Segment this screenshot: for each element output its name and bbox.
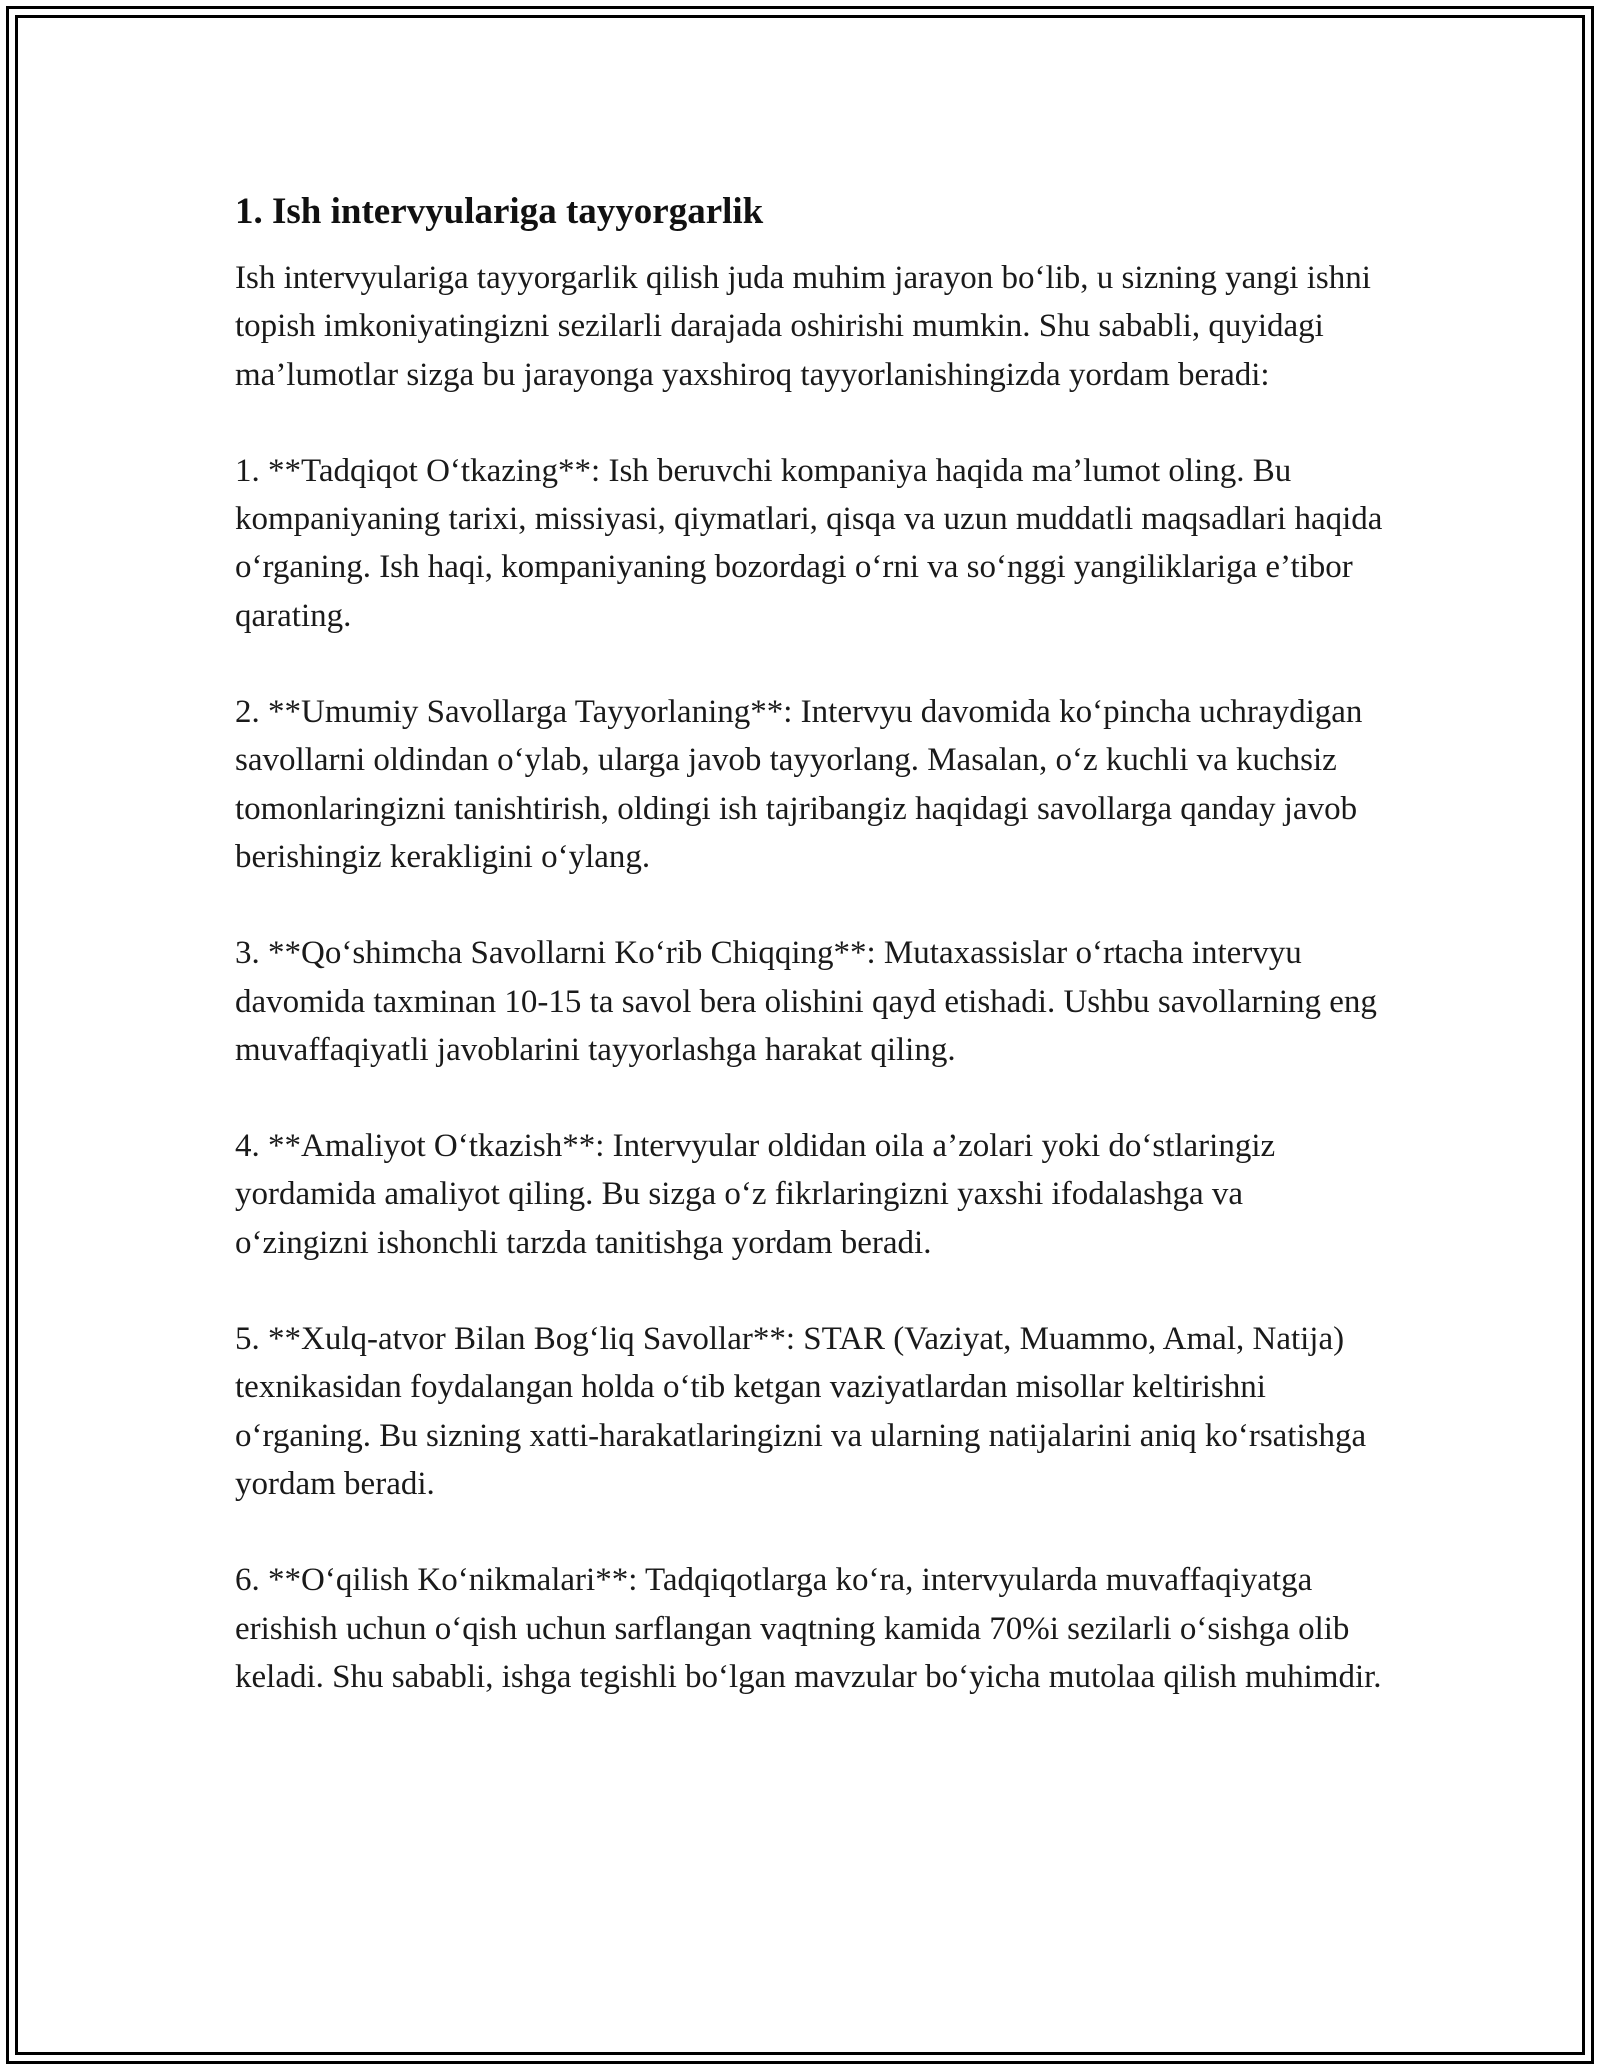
list-item-behavioral-questions: 5. **Xulq-atvor Bilan Bog‘liq Savollar**: STAR (Vaziyat, Muammo, Amal, Natija) texnikasidan foydalangan holda o‘tib ketgan vaziyatlardan misollar keltirishni o‘rganing. Bu sizning xatti-harakatlaringizni va ularning natijalarini aniq ko‘rsatishga yordam beradi. [235,1321,1367,1502]
list-item-additional-questions: 3. **Qo‘shimcha Savollarni Ko‘rib Chiqqing**: Mutaxassislar o‘rtacha intervyu davomida taxminan 10-15 ta savol bera olishini qayd etishadi. Ushbu savollarning eng muvaffaqiyatli javoblarini tayyorlashga harakat qiling. [235,935,1377,1068]
list-item-common-questions: 2. **Umumiy Savollarga Tayyorlaning**: Intervyu davomida ko‘pincha uchraydigan savollarni oldindan o‘ylab, ularga javob tayyorlang. Masalan, o‘z kuchli va kuchsiz tomonlaringizni tanishtirish, oldingi ish tajribangiz haqidagi savollarga qanday javob berishingiz kerakligini o‘ylang. [235,694,1363,875]
section-heading: 1. Ish intervyulariga tayyorgarlik [235,191,764,232]
intro-paragraph: Ish intervyulariga tayyorgarlik qilish juda muhim jarayon bo‘lib, u sizning yangi ishni topish imkoniyatingizni sezilarli darajada oshirishi mumkin. Shu sababli, quyidagi ma’lumotlar sizga bu jarayonga yaxshiroq tayyorlanishingizda yordam beradi: [235,260,1371,393]
document-body [235,186,1385,1749]
list-item-reading-skills: 6. **O‘qilish Ko‘nikmalari**: Tadqiqotlarga ko‘ra, intervyularda muvaffaqiyatga erishish uchun o‘qish uchun sarflangan vaqtning kamida 70%i sezilarli o‘sishga olib keladi. Shu sababli, ishga tegishli bo‘lgan mavzular bo‘yicha mutolaa qilish muhimdir. [235,1562,1382,1695]
list-item-practice: 4. **Amaliyot O‘tkazish**: Intervyular oldidan oila a’zolari yoki do‘stlaringiz yordamida amaliyot qiling. Bu sizga o‘z fikrlaringizni yaxshi ifodalashga va o‘zingizni ishonchli tarzda tanitishga yordam beradi. [235,1128,1276,1261]
list-item-research: 1. **Tadqiqot O‘tkazing**: Ish beruvchi kompaniya haqida ma’lumot oling. Bu kompaniyaning tarixi, missiyasi, qiymatlari, qisqa va uzun muddatli maqsadlari haqida o‘rganing. Ish haqi, kompaniyaning bozordagi o‘rni va so‘nggi yangiliklariga e’tibor qarating. [235,452,1383,634]
